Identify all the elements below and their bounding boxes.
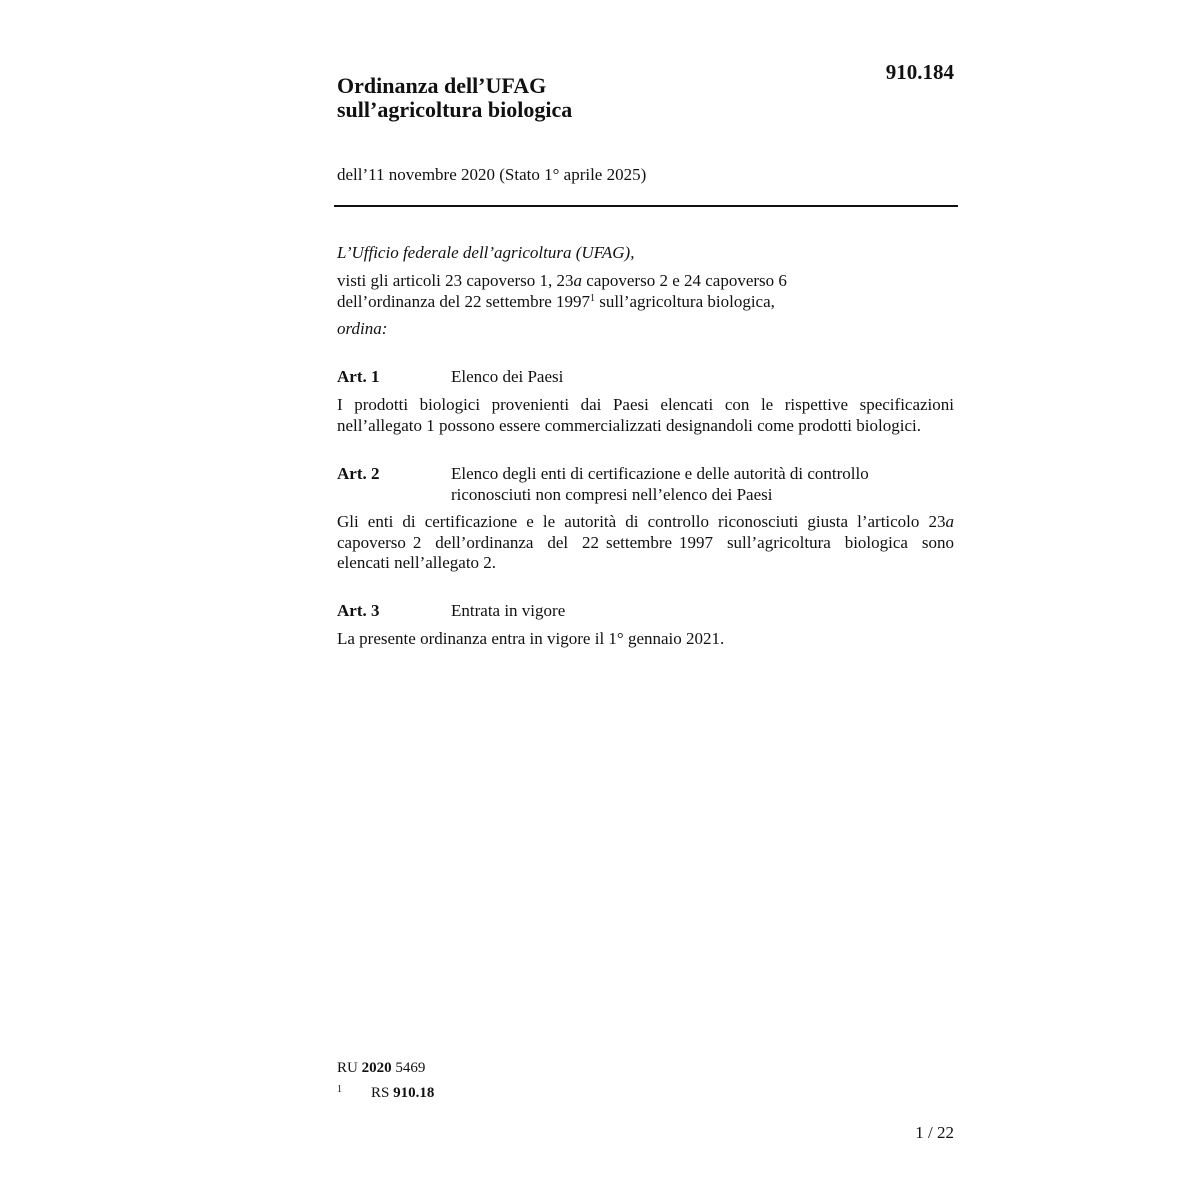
preamble-line-2 bbox=[337, 291, 957, 312]
enacting-clause: ordina: bbox=[337, 319, 388, 338]
ru-page: 5469 bbox=[395, 1060, 426, 1076]
article-title bbox=[451, 600, 957, 621]
footnote-number: 1 bbox=[337, 1084, 342, 1095]
sr-number: 910.184 bbox=[885, 60, 954, 84]
article-italic-letter: a bbox=[945, 512, 954, 531]
preamble bbox=[337, 270, 957, 312]
title-line-1: Ordinanza dell’UFAG bbox=[337, 73, 547, 98]
article-body-line: I prodotti biologici provenienti dai Paesi elencati con le rispettive specificazioni bbox=[337, 395, 954, 414]
article-title-line: Elenco degli enti di certificazione e delle autorità di controllo bbox=[451, 464, 869, 483]
preamble-text: sull’agricoltura biologica, bbox=[595, 292, 775, 311]
article-body-line: nell’allegato 1 possono essere commercializzati designandoli come prodotti biologici. bbox=[337, 415, 921, 435]
footer-references bbox=[337, 1058, 434, 1104]
preamble-line-1 bbox=[337, 270, 957, 291]
ru-year: 2020 bbox=[361, 1060, 392, 1076]
article-3-body bbox=[337, 629, 954, 650]
article-3-heading bbox=[337, 600, 957, 621]
preamble-text: visti gli articoli 23 capoverso 1, 23 bbox=[337, 271, 574, 290]
article-2-body bbox=[337, 512, 954, 574]
footnote-prefix: RS bbox=[371, 1085, 390, 1101]
header-divider bbox=[334, 205, 958, 207]
article-number: Art. 2 bbox=[337, 464, 380, 483]
article-body-text: Gli enti di certificazione e le autorità di controllo riconosciuti giusta l’articolo 23 bbox=[337, 512, 946, 531]
footnote-value[interactable]: 910.18 bbox=[393, 1085, 435, 1101]
article-body-line bbox=[337, 512, 954, 533]
article-1-heading bbox=[337, 366, 957, 387]
article-1-body bbox=[337, 395, 954, 436]
footnote-reference[interactable]: 1 bbox=[590, 293, 596, 304]
article-2-heading bbox=[337, 463, 957, 505]
footnote-1 bbox=[337, 1079, 434, 1104]
date-status: dell’11 novembre 2020 (Stato 1° aprile 2025) bbox=[337, 165, 647, 184]
article-body-line: elencati nell’allegato 2. bbox=[337, 553, 497, 572]
article-number: Art. 3 bbox=[337, 601, 380, 620]
article-title-line: Elenco dei Paesi bbox=[451, 367, 564, 386]
article-title bbox=[451, 463, 957, 505]
article-body-line: La presente ordinanza entra in vigore il 1° gennaio 2021. bbox=[337, 629, 725, 648]
document-title bbox=[337, 74, 757, 122]
preamble-text: dell’ordinanza del 22 settembre 1997 bbox=[337, 292, 591, 311]
preamble-italic-letter: a bbox=[573, 271, 583, 290]
title-line-2: sull’agricoltura biologica bbox=[337, 97, 573, 122]
official-compilation-ref bbox=[337, 1058, 434, 1079]
article-title-line: Entrata in vigore bbox=[451, 601, 566, 620]
article-number: Art. 1 bbox=[337, 367, 380, 386]
article-title-line: riconosciuti non compresi nell’elenco dei Paesi bbox=[451, 485, 773, 504]
page-indicator: 1 / 22 bbox=[915, 1123, 954, 1142]
article-body-line: capoverso 2 dell’ordinanza del 22 settembre 1997 sull’agricoltura biologica sono bbox=[337, 532, 954, 552]
article-title bbox=[451, 366, 957, 387]
preamble-text: capoverso 2 e 24 capoverso 6 bbox=[582, 271, 787, 290]
ru-prefix: RU bbox=[337, 1060, 358, 1076]
issuing-authority: L’Ufficio federale dell’agricoltura (UFAG), bbox=[337, 243, 635, 262]
